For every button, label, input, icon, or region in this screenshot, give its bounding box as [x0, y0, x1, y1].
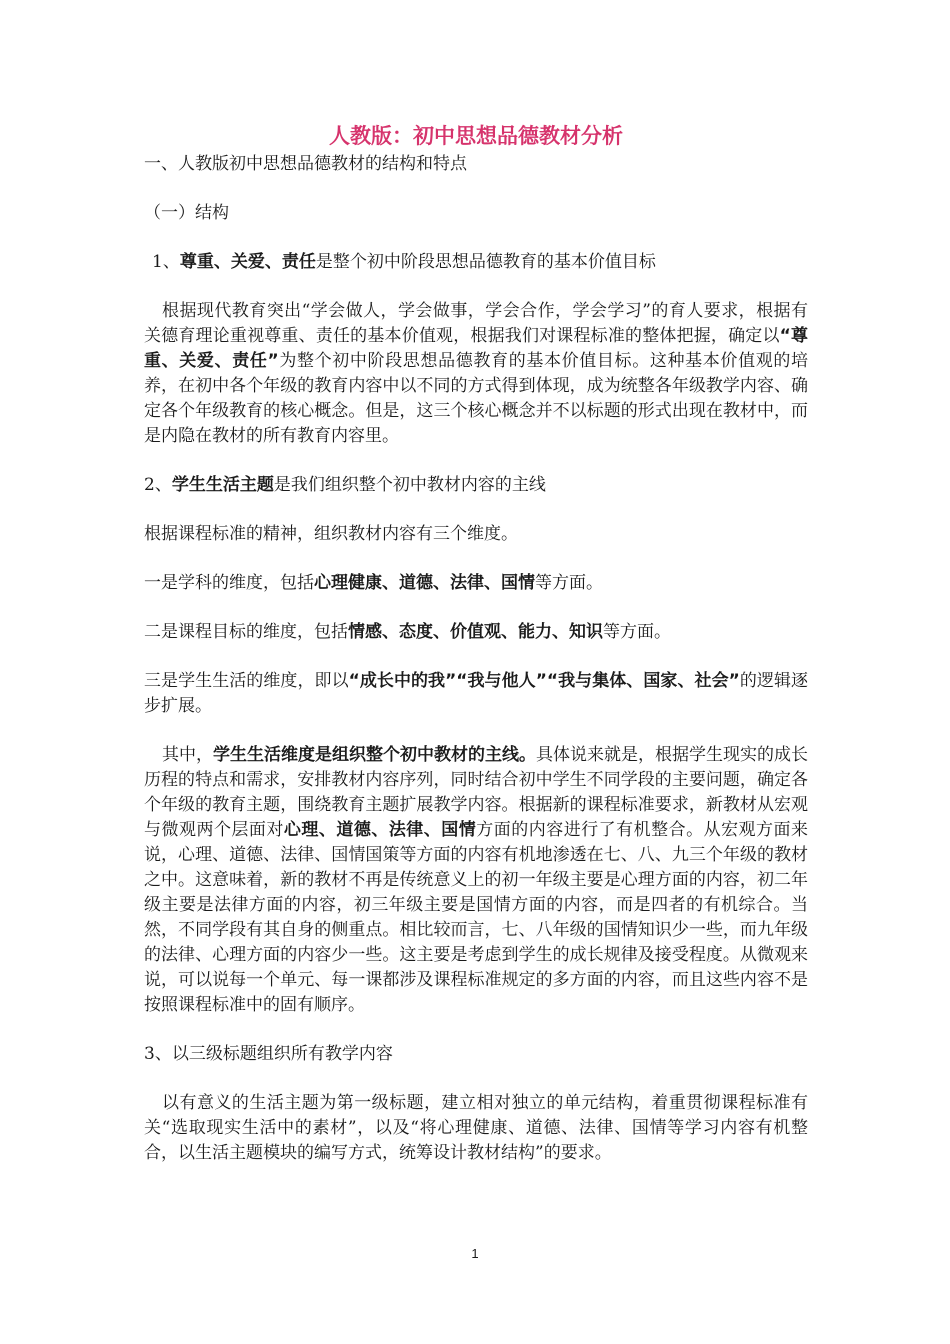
dimension-1	[144, 571, 808, 596]
dimension-1-text-c: 等方面。	[535, 573, 603, 593]
paragraph-1-text-a: 根据现代教育突出“学会做人，学会做事，学会合作，学会学习”的育人要求，根据有关德育理论重视尊重、责任的基本价值观，根据我们对课程标准的整体把握，确定以	[144, 301, 808, 346]
paragraph-2: 根据课程标准的精神，组织教材内容有三个维度。	[144, 524, 518, 544]
dimension-3-text-c: 的逻辑逐步扩展。	[144, 671, 809, 716]
point-1	[144, 250, 808, 275]
dimension-3	[144, 669, 808, 719]
dimension-2	[144, 620, 808, 645]
document-title: 人教版：初中思想品德教材分析	[329, 124, 623, 148]
page-number: 1	[471, 1246, 479, 1261]
point-2-text: 是我们组织整个初中教材内容的主线	[273, 475, 546, 495]
point-2-bold: 学生生活主题	[171, 475, 274, 495]
paragraph-3	[144, 743, 808, 1018]
dimension-2-text-c: 等方面。	[603, 622, 671, 642]
point-1-bold: 尊重、关爱、责任	[179, 252, 316, 272]
paragraph-3-bold-d: 心理、道德、法律、国情	[283, 820, 477, 840]
point-1-text: 是整个初中阶段思想品德教育的基本价值目标	[315, 252, 656, 272]
paragraph-3-bold-b: 学生生活维度是组织整个初中教材的主线。	[213, 745, 536, 765]
paragraph-1-bold: “尊重、关爱、责任”	[144, 326, 808, 371]
point-3: 3、以三级标题组织所有教学内容	[144, 1044, 393, 1064]
section-heading: 一、人教版初中思想品德教材的结构和特点	[144, 154, 467, 174]
dimension-1-bold: 心理健康、道德、法律、国情	[314, 573, 535, 593]
dimension-2-bold: 情感、态度、价值观、能力、知识	[348, 622, 603, 642]
point-2-number: 2、	[144, 475, 172, 495]
dimension-3-bold: “成长中的我”“我与他人”“我与集体、国家、社会”	[348, 671, 740, 691]
document-body	[144, 120, 808, 1166]
paragraph-3-text-c: 具体说来就是，根据学生现实的成长历程的特点和需求，安排教材内容序列，同时结合初中学生不同学段的主要问题，确定各个年级的教育主题，围绕教育主题扩展教学内容。根据新的课程标准要求，新教材从宏观与微观两个层面对	[144, 745, 808, 840]
point-1-number: 1、	[152, 252, 180, 272]
dimension-2-text-a: 二是课程目标的维度，包括	[144, 622, 348, 642]
point-2	[144, 473, 808, 498]
subsection-heading: （一）结构	[144, 203, 229, 223]
dimension-3-text-a: 三是学生生活的维度，即以	[144, 671, 349, 691]
paragraph-1-text-c: 为整个初中阶段思想品德教育的基本价值目标。这种基本价值观的培养，在初中各个年级的教育内容中以不同的方式得到体现，成为统整各年级教学内容、确定各个年级教育的核心概念。但是，这三个核心概念并不以标题的形式出现在教材中，而是内隐在教材的所有教育内容里。	[144, 351, 808, 446]
paragraph-4: 以有意义的生活主题为第一级标题，建立相对独立的单元结构，着重贯彻课程标准有关“选取现实生活中的素材”，以及“将心理健康、道德、法律、国情等学习内容有机整合，以生活主题模块的编写方式，统筹设计教材结构”的要求。	[144, 1093, 808, 1163]
dimension-1-text-a: 一是学科的维度，包括	[144, 573, 314, 593]
paragraph-3-text-a: 其中，	[162, 745, 213, 765]
paragraph-3-text-e: 方面的内容进行了有机整合。从宏观方面来说，心理、道德、法律、国情国策等方面的内容有机地渗透在七、八、九三个年级的教材之中。这意味着，新的教材不再是传统意义上的初一年级主要是心理方面的内容，初二年级主要是法律方面的内容，初三年级主要是国情方面的内容，而是四者的有机综合。当然，不同学段有其自身的侧重点。相比较而言，七、八年级的国情知识少一些，而九年级的法律、心理方面的内容少一些。这主要是考虑到学生的成长规律及接受程度。从微观来说，可以说每一个单元、每一课都涉及课程标准规定的多方面的内容，而且这些内容不是按照课程标准中的固有顺序。	[144, 820, 809, 1015]
paragraph-1	[144, 299, 808, 449]
